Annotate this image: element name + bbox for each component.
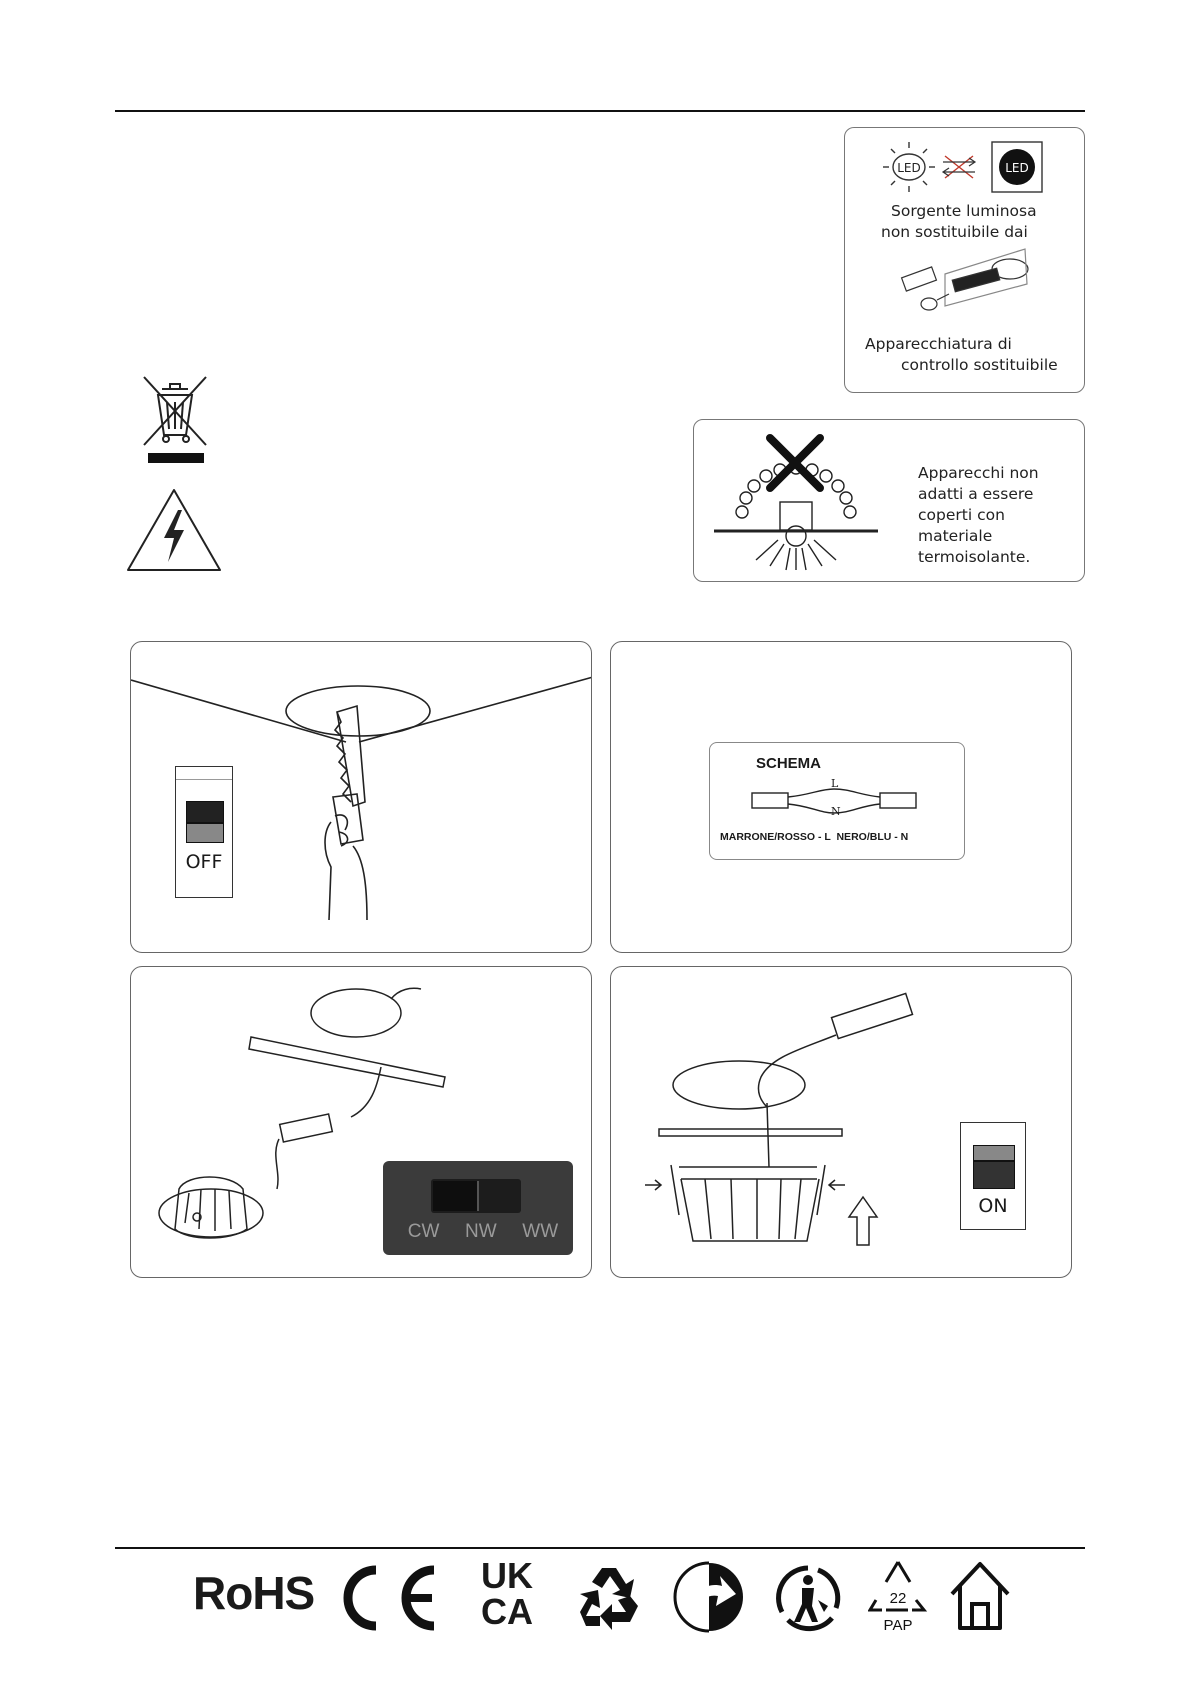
light-source-info-box [844,127,1085,393]
step4-install-panel [610,966,1072,1278]
cct-labels [395,1221,571,1243]
schema-n-label: N [831,805,841,818]
switch-rocker [186,801,224,843]
rohs-logo: RoHS [193,1567,315,1619]
bottom-divider [115,1547,1085,1549]
wiring-schema-card [709,742,965,860]
indoor-use-house-icon [948,1560,1012,1632]
green-dot-icon [672,1560,746,1634]
no-insulation-cover-icon [708,432,888,572]
switch-rocker-on [973,1145,1015,1189]
source-caption-line1: Sorgente luminosa [891,202,1037,220]
weee-crossed-bin-icon [140,375,210,467]
cct-label-nw: NW [465,1221,497,1242]
recycle-icon [572,1562,644,1634]
schema-legend: MARRONE/ROSSO - L NERO/BLU - N [720,831,909,843]
step2-wiring-panel [610,641,1072,953]
svg-text:22: 22 [889,1590,907,1607]
cct-label-ww: WW [522,1221,559,1242]
high-voltage-warning-icon [124,486,224,574]
ukca-logo [472,1555,542,1632]
pap-recycling-icon [868,1558,928,1634]
schema-title: SCHEMA [756,755,822,772]
insulation-caption-line2: adatti a essere [918,485,1034,503]
tidyman-recycle-icon [772,1562,846,1634]
source-caption-line2: non sostituibile dai [881,223,1028,241]
step3-connect-panel [130,966,592,1278]
insulation-caption [918,463,1078,568]
switch-top-strip [176,767,232,780]
off-label: OFF [185,851,223,873]
driver-replaceable-icon [845,244,1083,324]
insulation-caption-line1: Apparecchi non [918,464,1039,482]
cct-label-cw: CW [407,1221,440,1242]
schema-l-label: L [831,777,839,790]
insulation-caption-line3: coperti con [918,506,1005,524]
source-caption [881,201,1081,243]
gear-caption-line2: controllo sostituibile [901,356,1058,374]
power-switch-on [960,1122,1026,1230]
cct-switch-knob [433,1181,479,1211]
insulation-warning-box [693,419,1085,582]
cct-switch-slot [431,1179,521,1213]
ukca-bottom: CA [481,1591,533,1632]
insulation-caption-line5: termoisolante. [918,548,1031,566]
svg-text:PAP: PAP [883,1617,913,1634]
svg-text:LED: LED [897,161,921,175]
gear-caption-line1: Apparecchiatura di [865,335,1012,353]
power-switch-off [175,766,233,898]
ce-mark-icon [340,1562,440,1634]
cct-switch-photo [383,1161,573,1255]
gear-caption [865,334,1080,376]
step1-cut-hole-panel [130,641,592,953]
ukca-top: UK [481,1555,533,1596]
svg-text:LED: LED [1005,161,1029,175]
on-label: ON [978,1195,1008,1217]
top-divider [115,110,1085,112]
insulation-caption-line4: materiale [918,527,993,545]
